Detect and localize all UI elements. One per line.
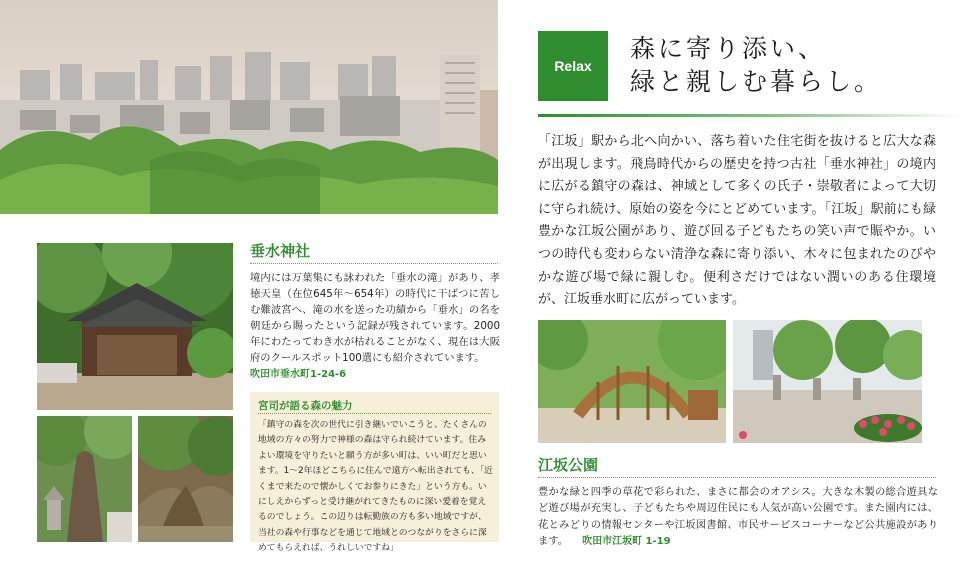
park-title: 江坂公園 bbox=[538, 456, 599, 474]
shrine-divider bbox=[250, 263, 498, 264]
quote-text: 「鎮守の森を次の世代に引き継いでいこうと、たくさんの地域の方々の努力で神様の森は守られ続けています。住みよい環境を守りたいと願う方が多い町は、いい町だと思います。1〜2年ほどこちらに住んで遠方へ転出されても、「近くまで来たので懐かしくてお参りにきた」という方も。いにしえからずっと受け継がれてきたものに深い愛着を覚えるのでしょう。この辺りは転勤族の方も多い地域ですが、当社の森や行事などを通じて地域とのつながりをさらに深めてもらえれば、うれしいですね」 bbox=[258, 420, 493, 554]
relax-badge: Relax bbox=[538, 31, 608, 101]
quote-title: 宮司が語る森の魅力 bbox=[258, 400, 353, 412]
headline-line1: 森に寄り添い、 bbox=[630, 34, 827, 63]
quote-divider bbox=[258, 413, 491, 414]
intro-text: 「江坂」駅から北へ向かい、落ち着いた住宅街を抜けると広大な森が出現します。飛鳥時代からの歴史を持つ古社「垂水神社」の境内に広がる鎮守の森は、神域として多くの氏子・崇敬者によって大切に守られ続け、原始の姿を今にとどめています。「江坂」駅前にも緑豊かな江坂公園があり、遊び回る子どもたちの笑い声で賑やか。いつの時代も変わらない清浄な森に寄り添い、木々に包まれたのびやかな遊び場で緑に親しむ。便利さだけではない潤いのある住環境が、江坂垂水町に広がっています。 bbox=[538, 134, 936, 308]
park-description bbox=[538, 484, 938, 551]
headline bbox=[630, 32, 950, 98]
sacred-tree-photo bbox=[37, 416, 132, 542]
park-divider bbox=[538, 477, 936, 478]
park-address: 吹田市江坂町 1-19 bbox=[582, 536, 671, 548]
park-plaza-photo bbox=[733, 320, 922, 443]
shrine-address: 吹田市垂水町1-24-6 bbox=[250, 369, 347, 380]
shrine-description: 境内には万葉集にも詠われた「垂水の滝」があり、孝徳天皇（在位645年〜654年）の時代に干ばつに苦しむ難波宮へ、滝の水を送った功績から「垂水」の名を朝廷から賜ったという記録が残されています。2000年にわたってわき水が枯れることがなく、現在は大阪府のクールスポット100選にも紹介されています。 bbox=[250, 272, 500, 364]
tree-roots-photo bbox=[138, 416, 233, 542]
green-divider bbox=[538, 114, 960, 117]
cityscape-photo bbox=[0, 0, 498, 214]
shrine-photo bbox=[37, 243, 233, 410]
shrine-title: 垂水神社 bbox=[250, 242, 311, 260]
headline-line2: 緑と親しむ暮らし。 bbox=[630, 67, 883, 96]
park-bridge-photo bbox=[538, 320, 726, 443]
park-body: 豊かな緑と四季の草花で彩られた、まさに都会のオアシス。大きな木製の総合遊具など遊び場が充実し、子どもたちや周辺住民にも人気が高い公園です。また園内には、花とみどりの情報センターや江坂図書館、市民サービスコーナーなど公共施設があります。 bbox=[538, 486, 938, 548]
